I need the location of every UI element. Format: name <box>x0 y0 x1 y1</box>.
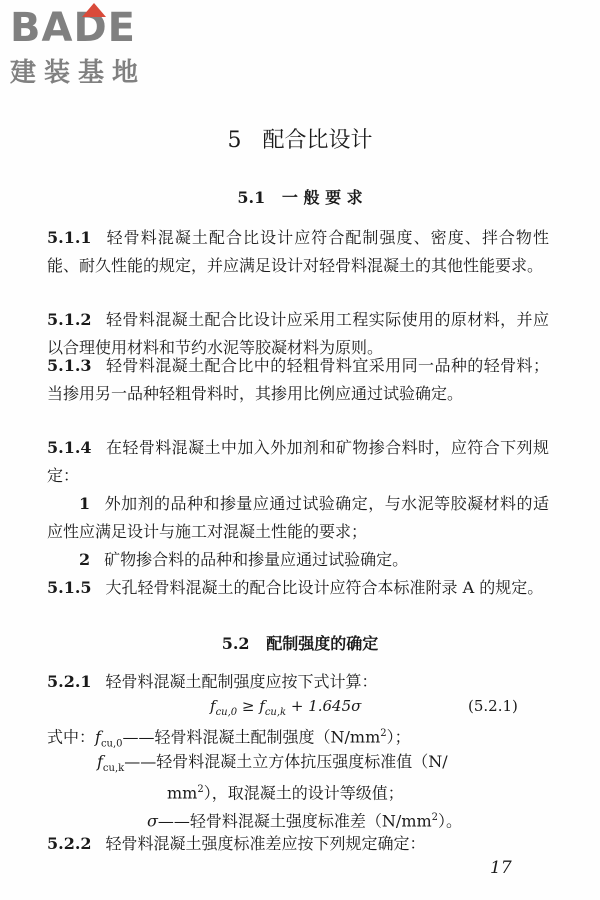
definition-text: ——轻骨料混凝土配制强度（N/mm <box>122 727 381 747</box>
definition-tail: ）； <box>386 727 411 747</box>
definition-subscript: cu,0 <box>100 738 123 750</box>
item-text: 外加剂的品种和掺量应通过试验确定，与水泥等胶凝材料的适应性应满足设计与施工对混凝土性能的要求； <box>47 494 549 541</box>
chapter-title <box>0 126 600 156</box>
clause-number: 5.1.3 <box>47 356 92 375</box>
formula-symbol: f <box>210 697 216 715</box>
formula-rest: + 1.645σ <box>286 697 362 715</box>
clause-text: 轻骨料混凝土强度标准差应按下列规定确定： <box>105 834 426 853</box>
superscript: 2 <box>431 812 439 823</box>
section-title: 一 般 要 求 <box>281 188 363 207</box>
definition-text: ——轻骨料混凝土强度标准差（N/mm <box>157 811 432 831</box>
definition-tail: ）。 <box>438 811 463 831</box>
clause-number: 5.2.2 <box>47 834 92 853</box>
item-number: 1 <box>79 494 91 513</box>
clause-5-2-2 <box>47 830 549 858</box>
section-number: 5.1 <box>237 188 266 207</box>
formula-subscript: cu,k <box>264 707 287 718</box>
clause-text: 大孔轻骨料混凝土的配合比设计应符合本标准附录 A 的规定。 <box>105 578 544 597</box>
list-item-2 <box>47 546 549 574</box>
definition-unit: mm <box>167 783 198 803</box>
clause-text: 轻骨料混凝土配制强度应按下式计算： <box>105 672 378 691</box>
section-heading-5-2 <box>0 632 600 656</box>
definition-symbol: f <box>97 752 103 771</box>
chapter-number: 5 <box>227 128 242 153</box>
clause-number: 5.1.1 <box>47 228 92 247</box>
clause-number: 5.1.2 <box>47 310 92 329</box>
superscript: 2 <box>380 728 387 739</box>
item-text: 矿物掺合料的品种和掺量应通过试验确定。 <box>104 550 409 569</box>
definition-subscript: cu,k <box>102 763 125 775</box>
definition-2-cont <box>167 776 404 807</box>
logo-accent-triangle <box>82 3 106 17</box>
clause-text: 轻骨料混凝土配合比设计应符合配制强度、密度、拌合物性能、耐久性能的规定，并应满足设计对轻骨料混凝土的其他性能要求。 <box>47 228 549 275</box>
definition-text: ——轻骨料混凝土立方体抗压强度标准值（N/ <box>124 752 448 771</box>
formula-subscript: cu,0 <box>215 707 238 718</box>
clause-number: 5.1.5 <box>47 578 92 597</box>
definition-symbol: f <box>95 727 101 747</box>
section-number: 5.2 <box>221 634 250 653</box>
clause-text: 在轻骨料混凝土中加入外加剂和矿物掺合料时，应符合下列规定： <box>47 438 549 485</box>
section-title: 配制强度的确定 <box>266 634 379 653</box>
clause-5-1-1 <box>47 224 549 280</box>
clause-text: 轻骨料混凝土配合比中的轻粗骨料宜采用同一品种的轻骨料；当掺用另一品种轻粗骨料时，其掺用比例应通过试验确定。 <box>47 356 549 403</box>
definition-lead: 式中： <box>47 727 96 747</box>
clause-5-1-5 <box>47 574 549 602</box>
clause-text: 轻骨料混凝土配合比设计应采用工程实际使用的原材料，并应以合理使用材料和节约水泥等胶凝材料为原则。 <box>47 310 549 357</box>
definition-tail: ），取混凝土的设计等级值； <box>203 783 404 803</box>
clause-5-1-4 <box>47 434 549 490</box>
formula-number: (5.2.1) <box>468 697 518 715</box>
clause-number: 5.2.1 <box>47 672 92 691</box>
section-heading-5-1 <box>0 186 600 210</box>
chapter-name: 配合比设计 <box>262 128 373 153</box>
formula-relation: ≥ f <box>237 697 265 715</box>
logo-subtitle: 建装基地 <box>10 58 147 88</box>
clause-number: 5.1.4 <box>47 438 92 457</box>
clause-5-1-3 <box>47 352 549 408</box>
list-item-1 <box>47 490 549 546</box>
item-number: 2 <box>79 550 91 569</box>
superscript: 2 <box>197 784 204 795</box>
page-number: 17 <box>490 858 512 878</box>
definition-symbol: σ <box>147 811 158 831</box>
logo-brand: BADE <box>10 5 136 51</box>
